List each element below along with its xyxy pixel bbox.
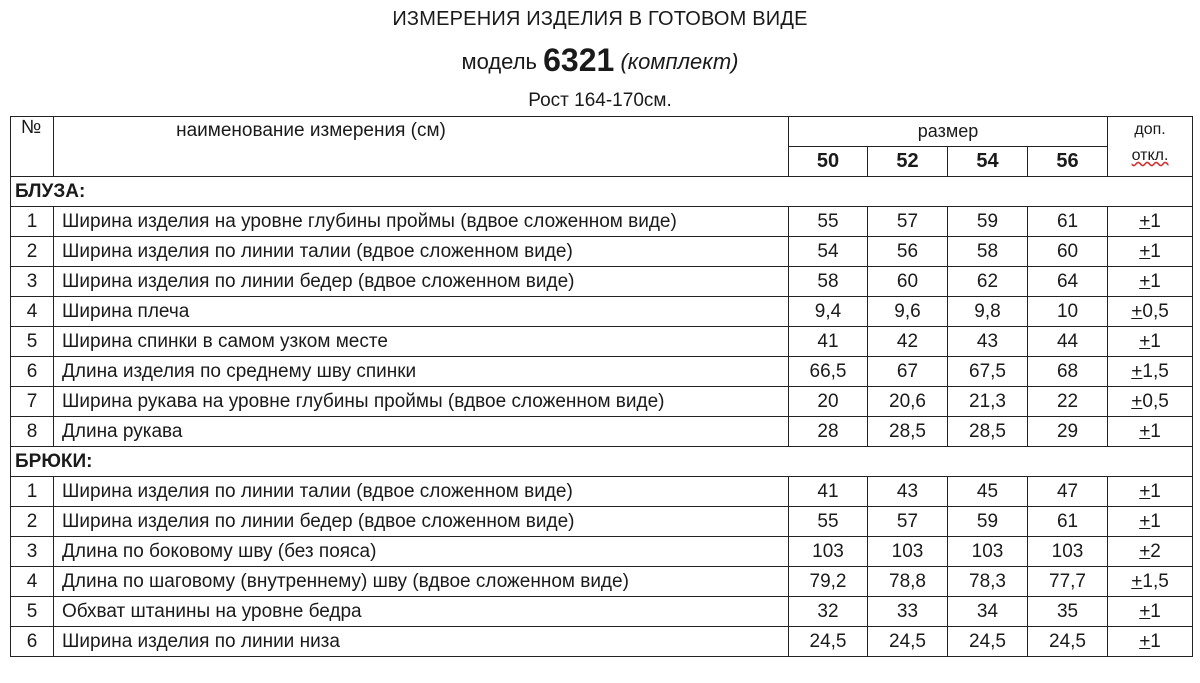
tolerance-value: +1 bbox=[1139, 510, 1161, 532]
col-header-name-text: наименование измерения (см) bbox=[176, 120, 446, 141]
model-suffix: (комплект) bbox=[620, 49, 739, 74]
size-value: 61 bbox=[1028, 507, 1108, 537]
row-number: 2 bbox=[11, 507, 54, 537]
table-row bbox=[11, 387, 1193, 417]
measurement-name: Длина по боковому шву (без пояса) bbox=[54, 537, 789, 567]
size-value: 28,5 bbox=[948, 417, 1028, 447]
size-value: 33 bbox=[868, 597, 948, 627]
col-header-size: размер bbox=[789, 117, 1108, 147]
size-value: 79,2 bbox=[789, 567, 868, 597]
size-value: 9,4 bbox=[789, 297, 868, 327]
table-row bbox=[11, 327, 1193, 357]
tolerance-value: +1 bbox=[1139, 330, 1161, 352]
row-number: 4 bbox=[11, 567, 54, 597]
measurement-name: Длина рукава bbox=[54, 417, 789, 447]
size-value: 103 bbox=[948, 537, 1028, 567]
size-value: 10 bbox=[1028, 297, 1108, 327]
measurement-name: Ширина изделия по линии бедер (вдвое сложенном виде) bbox=[54, 267, 789, 297]
tolerance-cell bbox=[1108, 297, 1193, 327]
table-row bbox=[11, 627, 1193, 657]
size-value: 9,8 bbox=[948, 297, 1028, 327]
measurement-name: Ширина рукава на уровне глубины проймы (вдвое сложенном виде) bbox=[54, 387, 789, 417]
table-row bbox=[11, 537, 1193, 567]
size-value: 42 bbox=[868, 327, 948, 357]
tolerance-value: +1,5 bbox=[1131, 360, 1169, 382]
size-value: 67 bbox=[868, 357, 948, 387]
tolerance-cell bbox=[1108, 477, 1193, 507]
tolerance-cell bbox=[1108, 627, 1193, 657]
size-value: 61 bbox=[1028, 207, 1108, 237]
measurement-name: Ширина изделия по линии талии (вдвое сложенном виде) bbox=[54, 237, 789, 267]
size-value: 60 bbox=[868, 267, 948, 297]
size-value: 59 bbox=[948, 507, 1028, 537]
row-number: 1 bbox=[11, 477, 54, 507]
size-value: 67,5 bbox=[948, 357, 1028, 387]
tolerance-value: +1 bbox=[1139, 210, 1161, 232]
size-value: 78,8 bbox=[868, 567, 948, 597]
col-header-name bbox=[54, 117, 789, 177]
table-row bbox=[11, 357, 1193, 387]
size-value: 44 bbox=[1028, 327, 1108, 357]
size-value: 28 bbox=[789, 417, 868, 447]
row-number: 4 bbox=[11, 297, 54, 327]
document-title: ИЗМЕРЕНИЯ ИЗДЕЛИЯ В ГОТОВОМ ВИДЕ bbox=[392, 8, 808, 30]
measurement-name: Ширина спинки в самом узком месте bbox=[54, 327, 789, 357]
size-value: 29 bbox=[1028, 417, 1108, 447]
size-value: 28,5 bbox=[868, 417, 948, 447]
size-value: 55 bbox=[789, 207, 868, 237]
tolerance-cell bbox=[1108, 417, 1193, 447]
tolerance-cell bbox=[1108, 567, 1193, 597]
section-title: БЛУЗА: bbox=[11, 177, 1193, 207]
size-value: 58 bbox=[789, 267, 868, 297]
tolerance-label-2: откл. bbox=[1131, 147, 1169, 164]
size-header-50: 50 bbox=[789, 147, 868, 177]
measurement-name: Ширина изделия по линии бедер (вдвое сложенном виде) bbox=[54, 507, 789, 537]
size-value: 54 bbox=[789, 237, 868, 267]
row-number: 8 bbox=[11, 417, 54, 447]
tolerance-cell bbox=[1108, 507, 1193, 537]
table-row bbox=[11, 267, 1193, 297]
size-value: 34 bbox=[948, 597, 1028, 627]
row-number: 6 bbox=[11, 627, 54, 657]
height-range: Рост 164-170см. bbox=[528, 90, 672, 111]
col-header-tolerance bbox=[1108, 117, 1193, 177]
tolerance-label-1: доп. bbox=[1134, 121, 1166, 138]
tolerance-value: +1 bbox=[1139, 240, 1161, 262]
row-number: 3 bbox=[11, 267, 54, 297]
size-value: 103 bbox=[868, 537, 948, 567]
size-value: 43 bbox=[948, 327, 1028, 357]
table-row bbox=[11, 207, 1193, 237]
measurement-name: Длина по шаговому (внутреннему) шву (вдвое сложенном виде) bbox=[54, 567, 789, 597]
size-value: 55 bbox=[789, 507, 868, 537]
tolerance-value: +1 bbox=[1139, 630, 1161, 652]
size-value: 24,5 bbox=[868, 627, 948, 657]
section-row bbox=[11, 177, 1193, 207]
size-value: 58 bbox=[948, 237, 1028, 267]
size-value: 35 bbox=[1028, 597, 1108, 627]
size-value: 45 bbox=[948, 477, 1028, 507]
table-row bbox=[11, 597, 1193, 627]
size-value: 62 bbox=[948, 267, 1028, 297]
row-number: 5 bbox=[11, 327, 54, 357]
measurement-name: Ширина изделия по линии талии (вдвое сложенном виде) bbox=[54, 477, 789, 507]
model-number: 6321 bbox=[543, 42, 615, 78]
table-row bbox=[11, 567, 1193, 597]
tolerance-value: +1 bbox=[1139, 420, 1161, 442]
size-value: 21,3 bbox=[948, 387, 1028, 417]
tolerance-cell bbox=[1108, 327, 1193, 357]
row-number: 2 bbox=[11, 237, 54, 267]
row-number: 7 bbox=[11, 387, 54, 417]
size-value: 24,5 bbox=[1028, 627, 1108, 657]
table-row bbox=[11, 417, 1193, 447]
section-title: БРЮКИ: bbox=[11, 447, 1193, 477]
size-value: 24,5 bbox=[789, 627, 868, 657]
tolerance-value: +0,5 bbox=[1131, 390, 1169, 412]
size-header-52: 52 bbox=[868, 147, 948, 177]
size-header-56: 56 bbox=[1028, 147, 1108, 177]
tolerance-cell bbox=[1108, 357, 1193, 387]
size-value: 22 bbox=[1028, 387, 1108, 417]
size-value: 20 bbox=[789, 387, 868, 417]
size-value: 9,6 bbox=[868, 297, 948, 327]
size-value: 66,5 bbox=[789, 357, 868, 387]
table-row bbox=[11, 237, 1193, 267]
size-value: 32 bbox=[789, 597, 868, 627]
tolerance-value: +1,5 bbox=[1131, 570, 1169, 592]
tolerance-value: +0,5 bbox=[1131, 300, 1169, 322]
size-value: 77,7 bbox=[1028, 567, 1108, 597]
size-value: 103 bbox=[789, 537, 868, 567]
col-header-number: № bbox=[11, 117, 54, 177]
size-value: 59 bbox=[948, 207, 1028, 237]
table-row bbox=[11, 477, 1193, 507]
size-value: 41 bbox=[789, 327, 868, 357]
size-value: 56 bbox=[868, 237, 948, 267]
tolerance-value: +1 bbox=[1139, 480, 1161, 502]
row-number: 1 bbox=[11, 207, 54, 237]
measurement-name: Ширина плеча bbox=[54, 297, 789, 327]
tolerance-cell bbox=[1108, 537, 1193, 567]
size-value: 41 bbox=[789, 477, 868, 507]
measurement-name: Ширина изделия на уровне глубины проймы (вдвое сложенном виде) bbox=[54, 207, 789, 237]
measurements-table bbox=[10, 116, 1193, 657]
size-value: 47 bbox=[1028, 477, 1108, 507]
size-value: 60 bbox=[1028, 237, 1108, 267]
section-row bbox=[11, 447, 1193, 477]
tolerance-value: +2 bbox=[1139, 540, 1161, 562]
row-number: 6 bbox=[11, 357, 54, 387]
size-value: 24,5 bbox=[948, 627, 1028, 657]
size-header-54: 54 bbox=[948, 147, 1028, 177]
measurement-name: Обхват штанины на уровне бедра bbox=[54, 597, 789, 627]
table-row bbox=[11, 297, 1193, 327]
size-value: 43 bbox=[868, 477, 948, 507]
measurement-name: Ширина изделия по линии низа bbox=[54, 627, 789, 657]
row-number: 3 bbox=[11, 537, 54, 567]
tolerance-cell bbox=[1108, 387, 1193, 417]
model-prefix: модель bbox=[461, 49, 537, 74]
size-value: 64 bbox=[1028, 267, 1108, 297]
table-row bbox=[11, 507, 1193, 537]
size-value: 57 bbox=[868, 507, 948, 537]
size-value: 103 bbox=[1028, 537, 1108, 567]
measurement-name: Длина изделия по среднему шву спинки bbox=[54, 357, 789, 387]
model-line bbox=[0, 42, 1200, 79]
tolerance-cell bbox=[1108, 207, 1193, 237]
size-value: 68 bbox=[1028, 357, 1108, 387]
size-value: 20,6 bbox=[868, 387, 948, 417]
tolerance-value: +1 bbox=[1139, 270, 1161, 292]
tolerance-value: +1 bbox=[1139, 600, 1161, 622]
size-value: 78,3 bbox=[948, 567, 1028, 597]
tolerance-cell bbox=[1108, 237, 1193, 267]
row-number: 5 bbox=[11, 597, 54, 627]
tolerance-cell bbox=[1108, 267, 1193, 297]
tolerance-cell bbox=[1108, 597, 1193, 627]
size-value: 57 bbox=[868, 207, 948, 237]
